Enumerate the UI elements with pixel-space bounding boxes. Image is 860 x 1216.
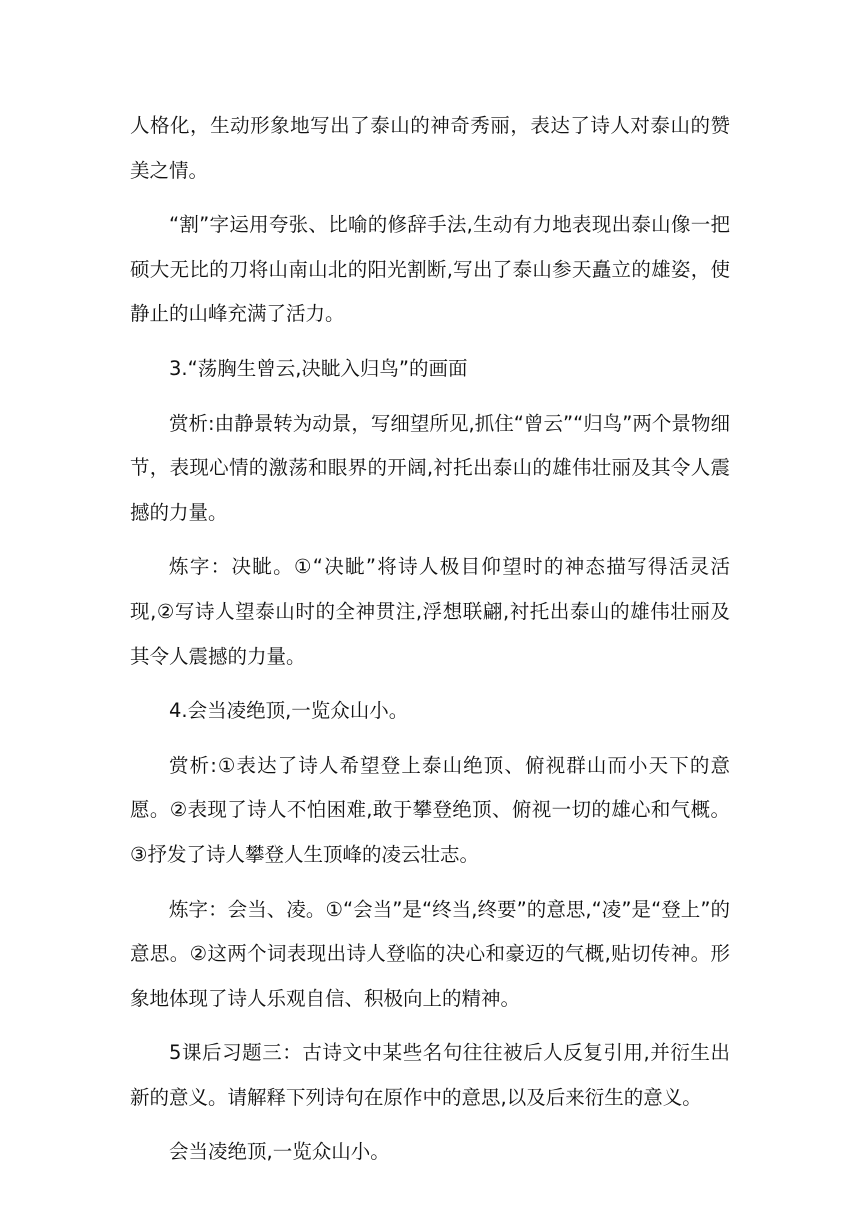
paragraph-ge-analysis: “割”字运用夸张、比喻的修辞手法,生动有力地表现出泰山像一把硕大无比的刀将山南山北的阳光割断,写出了泰山参天矗立的雄姿，使静止的山峰充满了活力。: [130, 213, 730, 326]
document-body: [130, 104, 730, 1185]
paragraph-continuation: 人格化，生动形象地写出了泰山的神奇秀丽，表达了诗人对泰山的赞美之情。: [130, 114, 730, 182]
paragraph-appreciation-3: 赏析:由静景转为动景，写细望所见,抓住“曾云”“归鸟”两个景物细节，表现心情的激荡和眼界的开阔,衬托出泰山的雄伟壮丽及其令人震撼的力量。: [130, 411, 730, 524]
poem-line: 会当凌绝顶,一览众山小。: [169, 1140, 390, 1164]
paragraph-word-refining-4: 炼字：会当、凌。①“会当”是“终当,终要”的意思,“凌”是“登上”的意思。②这两个词表现出诗人登临的决心和豪迈的气概,贴切传神。形象地体现了诗人乐观自信、积极向上的精神。: [130, 897, 730, 1010]
heading-item-4: 4.会当凌绝顶,一览众山小。: [169, 699, 409, 723]
paragraph-word-refining-3: 炼字：决眦。①“决眦”将诗人极目仰望时的神态描写得活灵活现,②写诗人望泰山时的全神贯注,浮想联翩,衬托出泰山的雄伟壮丽及其令人震撼的力量。: [130, 555, 730, 668]
heading-item-3: 3.“荡胸生曾云,决眦入归鸟”的画面: [169, 356, 468, 380]
paragraph-appreciation-4: 赏析:①表达了诗人希望登上泰山绝顶、俯视群山而小天下的意愿。②表现了诗人不怕困难,敢于攀登绝顶、俯视一切的雄心和气概。③抒发了诗人攀登人生顶峰的凌云壮志。: [130, 753, 730, 866]
paragraph-exercise-5: 5课后习题三：古诗文中某些名句往往被后人反复引用,并衍生出新的意义。请解释下列诗句在原作中的意思,以及后来衍生的意义。: [130, 1041, 730, 1109]
